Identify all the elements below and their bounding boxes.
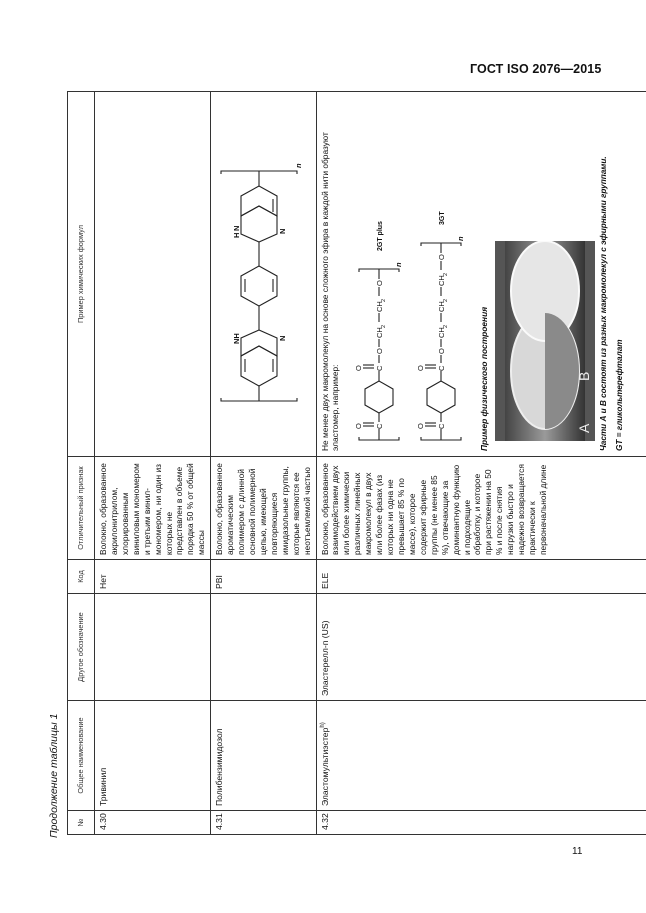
- pbi-formula-cell: [211, 92, 316, 457]
- row-name: [316, 701, 646, 811]
- col-header-num: №: [68, 811, 95, 835]
- row-feature: Волокно, образованное ароматическим полимером с длинной основной полимерной цепью, имеющей повторяющиеся имидазольные группы, которые являются ее неотъемлемой частью: [211, 457, 316, 560]
- col-header-formula: Пример химических формул: [68, 92, 95, 457]
- benzene-ring-right: [241, 186, 277, 216]
- table-caption: Продолжение таблицы 1: [48, 713, 60, 838]
- atom-c: C: [375, 365, 385, 371]
- benzene-ring-left: [241, 346, 277, 386]
- physical-structure-title: Пример физического построения: [479, 306, 490, 451]
- repeat-n: n: [394, 262, 404, 267]
- imidazole-ring-right: [241, 206, 277, 242]
- atom-o: O: [375, 348, 385, 354]
- note-gt: GT = гликольтерефталат: [615, 339, 625, 451]
- ele-structure-diagram: [341, 96, 479, 451]
- group-ch2: CH: [375, 301, 385, 312]
- rotated-table-sheet: [67, 92, 625, 835]
- part-a-label: A: [575, 423, 592, 433]
- col-header-other: Другое обозначение: [68, 594, 95, 701]
- part-b-label: B: [575, 371, 592, 381]
- repeat-n: n: [294, 163, 304, 168]
- row-feature: Волокно, образованное акрилонитрилом, хлорированным виниловым мономером и третьим винил-мономером, ни один из которых не представлен в объеме порядка 50 % от общей массы: [95, 457, 211, 560]
- atom-o: O: [437, 254, 447, 260]
- atom-c: C: [375, 423, 385, 429]
- group-ch2: CH: [437, 275, 447, 286]
- table-header-row: [68, 92, 95, 835]
- row-number: 4.31: [211, 811, 316, 835]
- formula-intro: Не менее двух макромолекул на основе сложного эфира в каждой нити образуют эластомер, например:: [319, 132, 341, 451]
- row-code: ELE: [316, 560, 646, 594]
- note-parts: Части А и В состоят из разных макромолекул с эфирными группами.: [598, 156, 608, 451]
- atom-o: O: [416, 423, 426, 429]
- row-number: 4.30: [95, 811, 211, 835]
- table-row: [211, 92, 316, 835]
- group-ch2: CH: [437, 301, 447, 312]
- row-other: Эластерелл-п (US): [316, 594, 646, 701]
- col-header-code: Код: [68, 560, 95, 594]
- physical-structure-image: [495, 241, 595, 441]
- atom-o: O: [354, 423, 364, 429]
- benzene-ring: [365, 381, 393, 413]
- atom-h-right: H: [232, 232, 242, 238]
- row-feature: Волокно, образованное взаимодействием двух или более химически различных линейных макромолекул в двух или более фазах (из которых ни одна не превышает 85 % по массе), которое содержит эфирные группы (не менее 85 %), отвечающие за доминантную функцию и подходящие обработку, и которое при растяжении на 50 % и после снятия нагрузки быстро и надежно возвращается практически к первоначальной длине: [316, 457, 646, 560]
- formula-a-label: 2GT plus: [377, 221, 385, 251]
- chain-b: [416, 211, 465, 440]
- atom-n-bottom-right: N: [278, 228, 288, 234]
- subscript-2: 2: [443, 298, 450, 302]
- subscript-2: 2: [381, 324, 388, 328]
- atom-c: C: [437, 423, 447, 429]
- pbi-structure-diagram: [211, 91, 307, 456]
- formula-b-label: 3GT: [439, 211, 447, 225]
- col-header-name: Общее наименование: [68, 701, 95, 811]
- row-name: Тривинил: [95, 701, 211, 811]
- atom-n-left: N: [278, 335, 288, 341]
- footnote-ref: h): [319, 722, 326, 728]
- atom-o: O: [437, 348, 447, 354]
- subscript-2: 2: [443, 272, 450, 276]
- group-ch2: CH: [437, 327, 447, 338]
- atom-n-top-right: N: [232, 225, 242, 231]
- ele-formula-cell: [316, 92, 646, 457]
- standard-number: ГОСТ ISO 2076—2015: [470, 62, 602, 76]
- table-row: [95, 92, 211, 835]
- row-name-text: Эластомультиэстер: [319, 727, 330, 806]
- row-other: [211, 594, 316, 701]
- repeat-n: n: [456, 236, 466, 241]
- chain-a: [354, 221, 403, 440]
- imidazole-ring-left: [241, 330, 277, 356]
- row-formula: [95, 92, 211, 457]
- fibers-table: [67, 91, 646, 835]
- benzene-ring: [427, 381, 455, 413]
- atom-nh-left: NH: [232, 333, 242, 344]
- col-header-feature: Отличительный признак: [68, 457, 95, 560]
- table-row: [316, 92, 646, 835]
- row-code: Нет: [95, 560, 211, 594]
- atom-o: O: [416, 365, 426, 371]
- page-number: 11: [572, 846, 583, 857]
- row-name: Полибензимидозол: [211, 701, 316, 811]
- atom-o: O: [354, 365, 364, 371]
- subscript-2: 2: [443, 324, 450, 328]
- row-code: PBI: [211, 560, 316, 594]
- benzene-ring-center: [241, 266, 277, 306]
- atom-o: O: [375, 280, 385, 286]
- subscript-2: 2: [381, 298, 388, 302]
- atom-c: C: [437, 365, 447, 371]
- group-ch2: CH: [375, 327, 385, 338]
- row-number: 4.32: [316, 811, 646, 835]
- row-other: [95, 594, 211, 701]
